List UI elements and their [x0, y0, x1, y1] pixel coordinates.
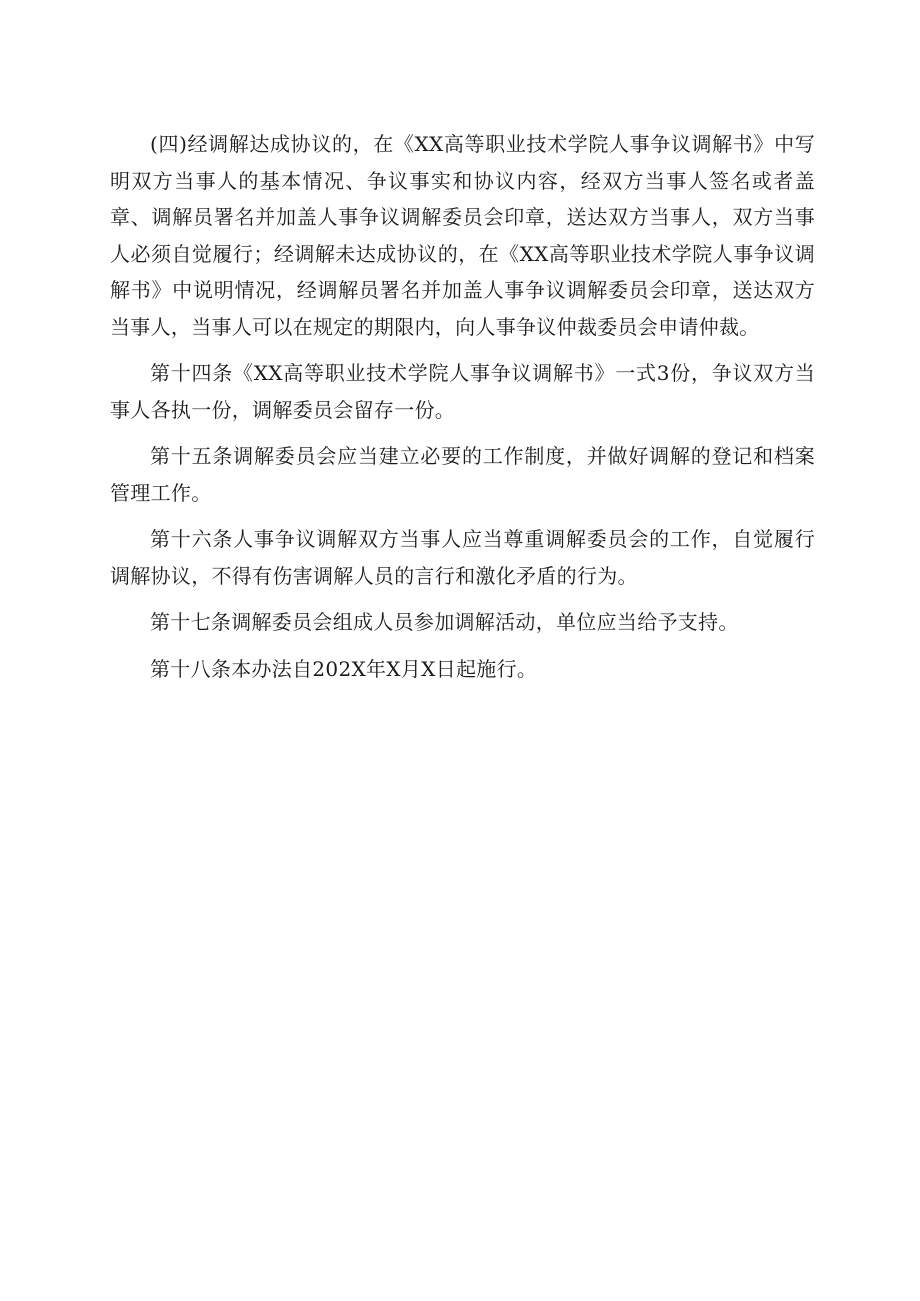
paragraph-article-14: 第十四条《XX高等职业技术学院人事争议调解书》一式3份，争议双方当事人各执一份，调解委员会留存一份。 — [110, 361, 815, 422]
paragraph-article-17: 第十七条调解委员会组成人员参加调解活动，单位应当给予支持。 — [150, 610, 739, 634]
document-body — [110, 126, 815, 687]
paragraph-article-15: 第十五条调解委员会应当建立必要的工作制度，并做好调解的登记和档案管理工作。 — [110, 444, 815, 505]
paragraph-clause-4: (四)经调解达成协议的，在《XX高等职业技术学院人事争议调解书》中写明双方当事人的基本情况、争议事实和协议内容，经双方当事人签名或者盖章、调解员署名并加盖人事争议调解委员会印章，送达双方当事人，双方当事人必须自觉履行；经调解未达成协议的，在《XX高等职业技术学院人事争议调解书》中说明情况，经调解员署名并加盖人事争议调解委员会印章，送达双方当事人，当事人可以在规定的期限内，向人事争议仲裁委员会申请仲裁。 — [110, 132, 815, 339]
paragraph-article-18: 第十八条本办法自202X年X月X日起施行。 — [150, 656, 538, 681]
paragraph-article-16: 第十六条人事争议调解双方当事人应当尊重调解委员会的工作，自觉履行调解协议，不得有伤害调解人员的言行和激化矛盾的行为。 — [110, 527, 815, 588]
